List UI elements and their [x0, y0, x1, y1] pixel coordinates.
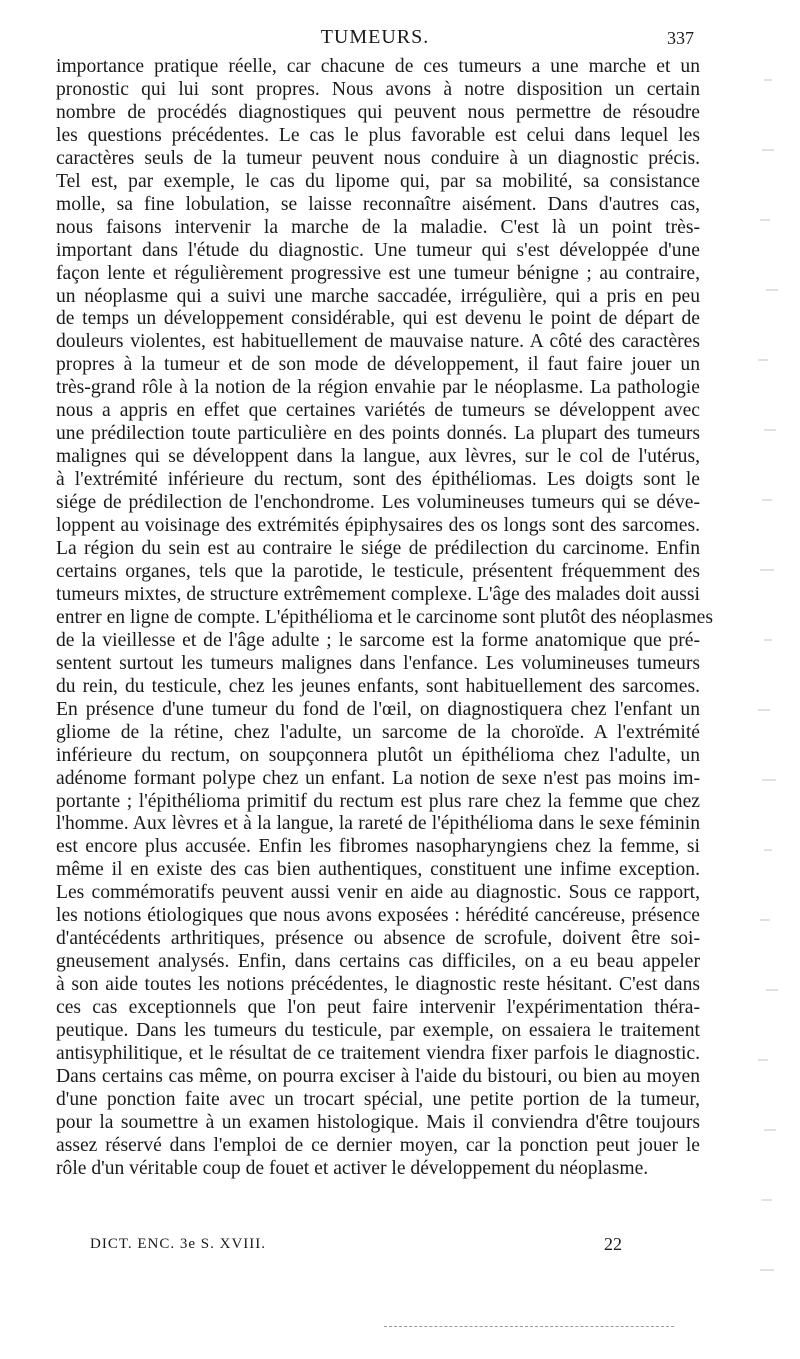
text-line: Dans certains cas même, on pourra exciser à l'aide du bistouri, ou bien au moyen: [56, 1065, 700, 1087]
text-line: nous faisons intervenir la marche de la maladie. C'est là un point très-: [56, 216, 700, 238]
text-line: même il en existe des cas bien authentiques, constituent une infime exception.: [56, 859, 700, 881]
text-line: En présence d'une tumeur du fond de l'œil, on diagnostiquera chez l'enfant un: [56, 698, 700, 720]
text-line: inférieure du rectum, on soupçonnera plutôt un épithélioma chez l'adulte, un: [56, 744, 700, 766]
text-line: propres à la tumeur et de son mode de développement, il faut faire jouer un: [56, 354, 700, 376]
page-number: 337: [667, 28, 694, 48]
page-footer: [90, 1234, 650, 1256]
text-line: gneusement analysés. Enfin, dans certains cas difficiles, on a eu beau appeler: [56, 951, 700, 973]
text-line: rôle d'un véritable coup de fouet et activer le développement du néoplasme.: [56, 1157, 649, 1179]
text-line: antisyphilitique, et le résultat de ce traitement viendra fixer parfois le diagnostic.: [56, 1042, 700, 1064]
body-text: [56, 56, 713, 1181]
text-line: très-grand rôle à la notion de la région envahie par le néoplasme. La pathologie: [56, 377, 700, 399]
text-line: Tel est, par exemple, le cas du lipome qui, par sa mobilité, sa consistance: [56, 170, 700, 192]
printer-signature: DICT. ENC. 3e S. XVIII.: [90, 1236, 267, 1252]
text-line: de la vieillesse et de l'âge adulte ; le sarcome est la forme anatomique que pré-: [56, 629, 700, 651]
text-line: gliome de la rétine, chez l'adulte, un sarcome de la choroïde. A l'extrémité: [56, 721, 700, 743]
text-line: une prédilection toute particulière en des points donnés. La plupart des tumeurs: [56, 423, 700, 445]
text-line: La région du sein est au contraire le siége de prédilection du carcinome. Enfin: [56, 538, 700, 560]
text-line: molle, sa fine lobulation, se laisse reconnaître aisément. Dans d'autres cas,: [56, 193, 700, 215]
text-line: certains organes, tels que la parotide, le testicule, présentent fréquemment des: [56, 560, 700, 582]
text-line: à son aide toutes les notions précédentes, le diagnostic reste hésitant. C'est dans: [56, 974, 700, 996]
text-line: sentent surtout les tumeurs malignes dans l'enfance. Les volumineuses tumeurs: [56, 652, 700, 674]
text-line: ces cas exceptionnels que l'on peut faire intervenir l'expérimentation théra-: [56, 997, 700, 1019]
text-line: pronostic qui lui sont propres. Nous avons à notre disposition un certain: [56, 78, 700, 100]
text-line: portante ; l'épithélioma primitif du rectum est plus rare chez la femme que chez: [56, 790, 700, 812]
text-line: est encore plus accusée. Enfin les fibromes nasopharyngiens chez la femme, si: [56, 836, 700, 858]
text-line: nous a appris en effet que certaines variétés de tumeurs se développent avec: [56, 400, 700, 422]
text-line: nombre de procédés diagnostiques qui peuvent nous permettre de résoudre: [56, 101, 700, 123]
text-line: peutique. Dans les tumeurs du testicule, par exemple, on essaiera le traitement: [56, 1020, 700, 1042]
text-line: entrer en ligne de compte. L'épithélioma et le carcinome sont plutôt des néoplasmes: [56, 606, 713, 628]
text-line: d'antécédents arthritiques, présence ou absence de scrofule, doivent être soi-: [56, 928, 700, 950]
bottom-divider: [384, 1326, 674, 1327]
text-line: d'une ponction faite avec un trocart spécial, une petite portion de la tumeur,: [56, 1088, 700, 1110]
text-line: l'homme. Aux lèvres et à la langue, la rareté de l'épithélioma dans le sexe féminin: [56, 813, 700, 835]
running-title: TUMEURS.: [320, 26, 430, 48]
text-line: pour la soumettre à un examen histologique. Mais il conviendra d'être toujours: [56, 1111, 700, 1133]
text-line: du rein, du testicule, chez les jeunes enfants, sont habituellement des sarcomes.: [56, 675, 700, 697]
text-line: les notions étiologiques que nous avons exposées : hérédité cancéreuse, présence: [56, 905, 700, 927]
text-line: Les commémoratifs peuvent aussi venir en aide au diagnostic. Sous ce rapport,: [56, 882, 700, 904]
text-line: loppent au voisinage des extrémités épiphysaires des os longs sont des sarcomes.: [56, 515, 700, 537]
text-line: adénome formant polype chez un enfant. La notion de sexe n'est pas moins im-: [56, 767, 700, 789]
text-line: important dans l'étude du diagnostic. Une tumeur qui s'est développée d'une: [56, 239, 700, 261]
text-line: façon lente et régulièrement progressive est une tumeur bénigne ; au contraire,: [56, 262, 700, 284]
text-line: à l'extrémité inférieure du rectum, sont des épithéliomas. Les doigts sont le: [56, 469, 700, 491]
text-line: de temps un développement considérable, qui est devenu le point de départ de: [56, 308, 700, 330]
text-line: importance pratique réelle, car chacune de ces tumeurs a une marche et un: [56, 56, 700, 77]
text-line: assez réservé dans l'emploi de ce dernier moyen, car la ponction peut jouer le: [56, 1134, 700, 1156]
signature-number: 22: [604, 1234, 622, 1254]
text-line: douleurs violentes, est habituellement de mauvaise nature. A côté des caractères: [56, 331, 700, 353]
text-line: un néoplasme qui a suivi une marche saccadée, irrégulière, qui a pris en peu: [56, 285, 700, 307]
text-line: malignes qui se développent dans la langue, aux lèvres, sur le col de l'utérus,: [56, 446, 700, 468]
margin-show-through: [734, 40, 782, 1340]
text-line: siége de prédilection de l'enchondrome. Les volumineuses tumeurs qui se déve-: [56, 492, 700, 514]
text-line: caractères seuls de la tumeur peuvent nous conduire à un diagnostic précis.: [56, 147, 700, 169]
page-header: [50, 26, 700, 52]
text-line: les questions précédentes. Le cas le plus favorable est celui dans lequel les: [56, 124, 700, 146]
text-line: tumeurs mixtes, de structure extrêmement complexe. L'âge des malades doit aussi: [56, 583, 700, 605]
